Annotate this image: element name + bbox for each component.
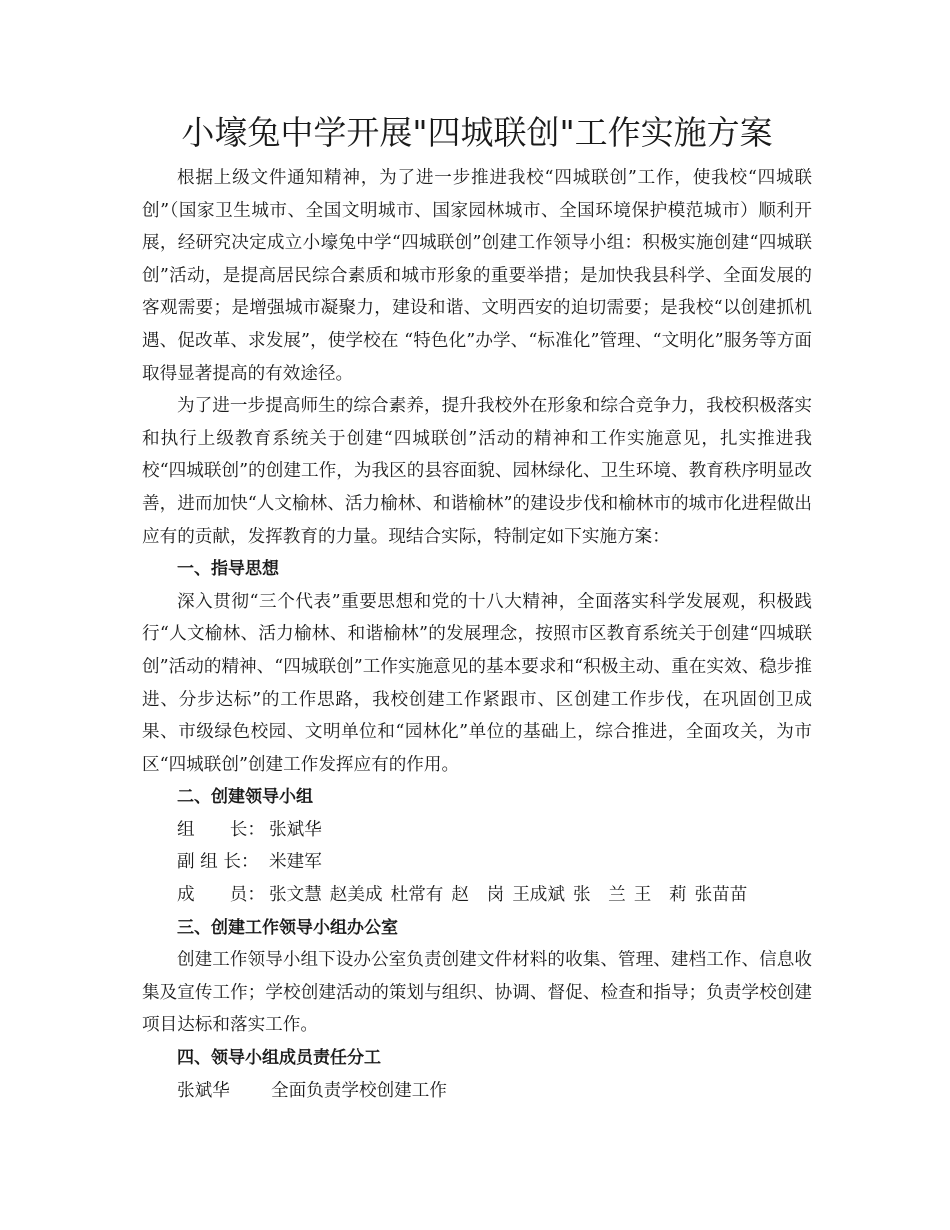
section-heading-leadership-group: 二、创建领导小组 bbox=[177, 787, 313, 808]
deputy-leader-name: 米建军 bbox=[269, 852, 322, 873]
member-name: 王 莉 bbox=[633, 885, 687, 906]
section-heading-responsibilities: 四、领导小组成员责任分工 bbox=[177, 1048, 381, 1069]
section-heading-office: 三、创建工作领导小组办公室 bbox=[177, 917, 398, 938]
intro-paragraph-1: 根据上级文件通知精神，为了进一步推进我校“四城联创”工作，使我校“四城联创”（国家卫生城市、全国文明城市、国家园林城市、全国环境保护模范城市）顺利开展，经研究决定成立小壕兔中学“四城联创”创建工作领导小组：积极实施创建“四城联创”活动，是提高居民综合素质和城市形象的重要举措；是加快我县科学、全面发展的客观需要；是增强城市凝聚力，建设和谐、文明西安的迫切需要；是我校“以创建抓机遇、促改革、求发展”，使学校在 “特色化”办学、“标准化”管理、“文明化”服务等方面取得显著提高的有效途径。 bbox=[142, 168, 812, 384]
member-name: 杜常有 bbox=[390, 885, 444, 906]
leader-label: 组 长： bbox=[177, 819, 265, 840]
document-page bbox=[142, 108, 812, 1107]
section-text-office: 创建工作领导小组下设办公室负责创建文件材料的收集、管理、建档工作、信息收集及宣传工作；学校创建活动的策划与组织、协调、督促、检查和指导；负责学校创建项目达标和落实工作。 bbox=[142, 950, 812, 1036]
duty-name: 张斌华 bbox=[177, 1080, 230, 1101]
members-row bbox=[142, 879, 812, 912]
member-name: 赵美成 bbox=[329, 885, 383, 906]
leader-row bbox=[142, 814, 812, 847]
member-name: 张 兰 bbox=[572, 885, 626, 906]
member-name: 王成斌 bbox=[512, 885, 565, 906]
section-heading-guiding-ideology: 一、指导思想 bbox=[177, 559, 279, 580]
member-name: 张文慧 bbox=[269, 885, 322, 906]
deputy-leader-label: 副 组 长： bbox=[177, 852, 259, 873]
member-name: 张苗苗 bbox=[694, 885, 748, 906]
duty-text: 全面负责学校创建工作 bbox=[271, 1080, 447, 1101]
members-label: 成 员： bbox=[177, 885, 265, 906]
section-text-guiding-ideology: 深入贯彻“三个代表”重要思想和党的十八大精神，全面落实科学发展观，积极践行“人文榆林、活力榆林、和谐榆林”的发展理念，按照市区教育系统关于创建“四城联创”活动的精神、“四城联创”工作实施意见的基本要求和“积极主动、重在实效、稳步推进、分步达标”的工作思路，我校创建工作紧跟市、区创建工作步伐，在巩固创卫成果、市级绿色校园、文明单位和“园林化”单位的基础上，综合推进，全面攻关，为市区“四城联创”创建工作发挥应有的作用。 bbox=[142, 591, 812, 775]
deputy-leader-row bbox=[142, 846, 812, 879]
leader-name: 张斌华 bbox=[269, 819, 322, 840]
duty-row bbox=[142, 1075, 812, 1108]
member-name: 赵 岗 bbox=[451, 885, 505, 906]
document-title: 小壕兔中学开展"四城联创"工作实施方案 bbox=[181, 113, 773, 152]
intro-paragraph-2: 为了进一步提高师生的综合素养，提升我校外在形象和综合竞争力，我校积极落实和执行上级教育系统关于创建“四城联创”活动的精神和工作实施意见，扎实推进我校“四城联创”的创建工作，为我区的县容面貌、园林绿化、卫生环境、教育秩序明显改善，进而加快“人文榆林、活力榆林、和谐榆林”的建设步伐和榆林市的城市化进程做出应有的贡献，发挥教育的力量。现结合实际，特制定如下实施方案： bbox=[142, 396, 812, 547]
